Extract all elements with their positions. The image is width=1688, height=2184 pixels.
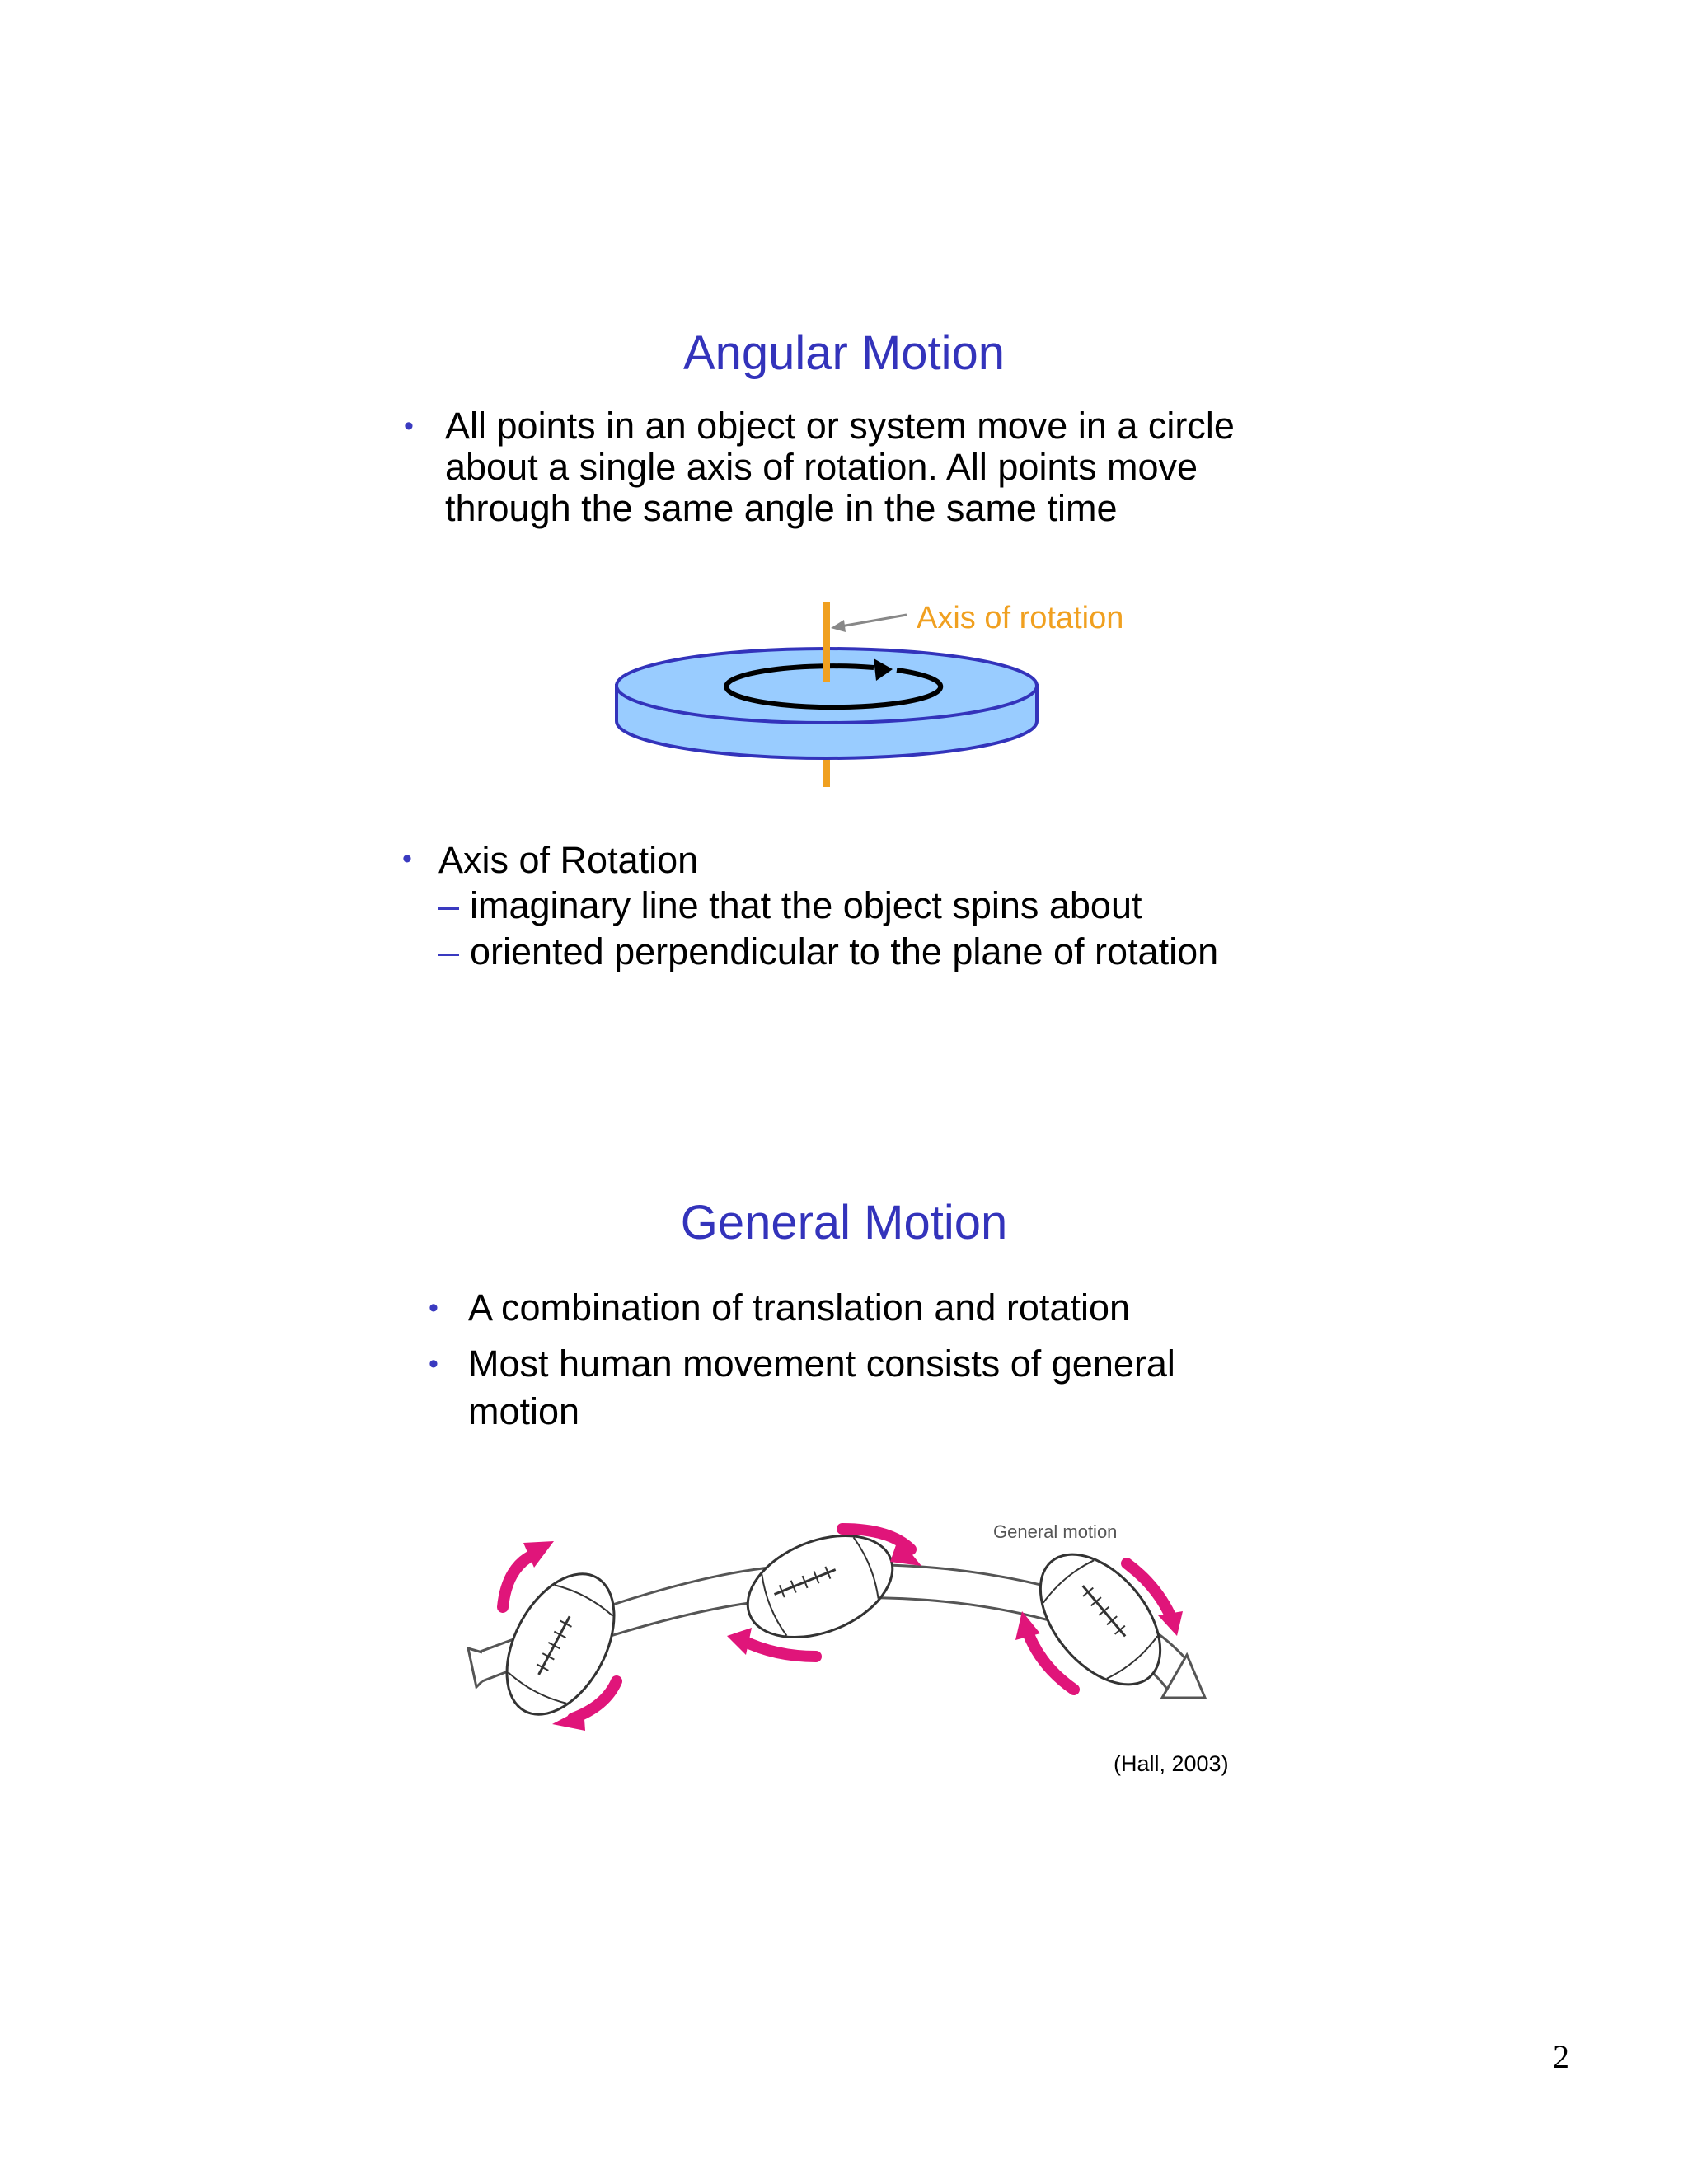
bullet-line: motion (468, 1390, 580, 1432)
bullet-marker: • (429, 1292, 438, 1324)
citation: (Hall, 2003) (1114, 1751, 1229, 1776)
axis-label-pointer (841, 615, 907, 626)
bullet-line: about a single axis of rotation. All points move (445, 446, 1198, 488)
axis-label-pointer-head (831, 620, 846, 632)
bullet-line: through the same angle in the same time (445, 487, 1118, 529)
path-arrowhead-icon (1162, 1655, 1205, 1698)
slide-1-bullet-list (402, 405, 1391, 529)
sub-bullet-text: imaginary line that the object spins about (470, 884, 1142, 926)
bullet-marker: • (402, 843, 412, 874)
slide-2-title: General Motion (680, 1196, 1008, 1249)
bullet-item (402, 838, 1391, 975)
bullet-line: All points in an object or system move in a circle (445, 405, 1235, 447)
bullet-item (429, 1287, 1418, 1329)
general-motion-figure (453, 1500, 1236, 1747)
general-motion-label: General motion (993, 1521, 1118, 1542)
page-number: 2 (1553, 2038, 1569, 2075)
bullet-text: Axis of Rotation (438, 839, 699, 881)
axis-of-rotation-label: Axis of rotation (917, 601, 1124, 635)
slide-2-bullet-list (429, 1287, 1418, 1436)
slide-1-bullet-list-2 (402, 838, 1391, 975)
sub-bullet-item (438, 929, 1391, 975)
path-tail (468, 1648, 482, 1687)
bullet-marker: • (429, 1348, 438, 1380)
slide-1-title: Angular Motion (682, 326, 1006, 380)
bullet-text: A combination of translation and rotation (468, 1286, 1131, 1329)
sub-bullet-marker: – (438, 930, 460, 972)
sub-bullet-text: oriented perpendicular to the plane of rotation (470, 930, 1219, 972)
bullet-marker: • (404, 410, 414, 442)
sub-bullet-item (438, 883, 1391, 929)
axis-of-rotation-figure (593, 589, 1170, 795)
bullet-line: Most human movement consists of general (468, 1343, 1175, 1385)
sub-bullet-marker: – (438, 884, 460, 926)
bullet-item (429, 1340, 1418, 1436)
bullet-item (402, 405, 1391, 529)
